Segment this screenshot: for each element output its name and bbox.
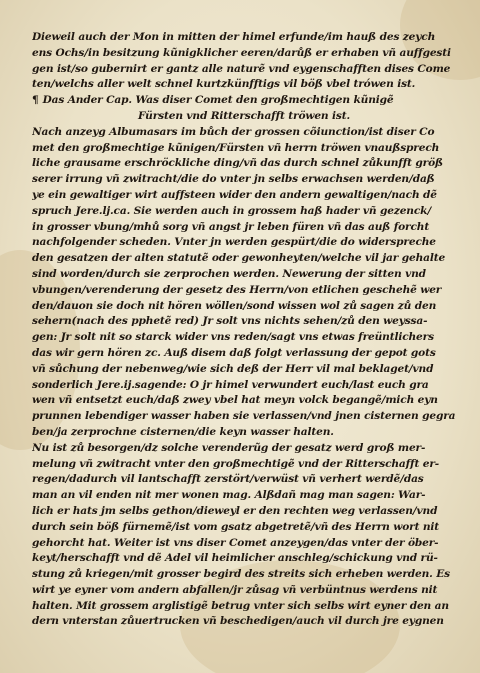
text-line: Dieweil auch der Mon in mitten der himel erfunde/im hauß des zeych xyxy=(32,31,436,43)
text-line: sonderlich Jere.ij.sagende: O jr himel verwundert euch/last euch gra xyxy=(32,378,429,391)
text-line: ye ein gewaltiger wirt auffsteen wider den andern gewaltigen/nach dẽ xyxy=(32,188,437,201)
text-line: spruch Jere.lj.ca. Sie werden auch in grossem haß hader vñ gezenck/ xyxy=(32,204,432,217)
text-line: vñ sůchung der nebenweg/wie sich deß der Herr vil mal beklaget/vnd xyxy=(32,362,434,375)
text-line: den/dauon sie doch nit hören wöllen/sond wissen wol zů sagen zů den xyxy=(32,299,437,312)
text-line: melung vñ zwitracht vnter den großmechtigẽ vnd der Ritterschafft er- xyxy=(32,457,440,470)
text-line: ben/ja zerprochne cisternen/die keyn wasser halten. xyxy=(32,425,334,438)
text-line: ens Ochs/in besitzung kũnigklicher eeren/darůß er erhaben vñ auffgesti xyxy=(32,46,451,59)
text-line: gehorcht hat. Weiter ist vns diser Comet anzeygen/das vnter der öber- xyxy=(32,536,439,549)
text-line: den gesatzen der alten statutẽ oder gewonheyten/welche vil jar gehalte xyxy=(32,252,446,265)
text-line: liche grausame erschröckliche ding/vñ das durch schnel zůkunfft größ xyxy=(32,157,443,170)
paragraph-3 xyxy=(32,441,456,631)
text-line: gen: Jr solt nit so starck wider vns reden/sagt vns etwas freüntlichers xyxy=(32,331,434,344)
paragraph-1 xyxy=(32,30,456,93)
text-line: keyt/herschafft vnd dẽ Adel vil heimlicher anschleg/schickung vnd rü- xyxy=(32,552,438,565)
text-line: Nach anzeyg Albumasars im bůch der grossen cõiunction/ist diser Co xyxy=(32,125,435,138)
text-line: Nu ist zů besorgen/dz solche verenderũg der gesatz werd groß mer- xyxy=(32,441,426,454)
text-line: wen vñ entsetzt euch/daß zwey vbel hat meyn volck begangẽ/mich eyn xyxy=(32,394,438,407)
text-line: regen/dadurch vil lantschafft zerstört/verwüst vñ verhert werdẽ/das xyxy=(32,473,424,486)
text-line: met den großmechtige kũnigen/Fürsten vñ herrn tröwen vnaußsprech xyxy=(32,141,440,154)
pilcrow-mark: ¶ xyxy=(32,94,39,107)
text-line: das wir gern hören zc. Auß disem daß folgt verlassung der gepot gots xyxy=(32,346,436,359)
text-line: in grosser vbung/mhů sorg vñ angst jr leben füren vñ das auß forcht xyxy=(32,220,430,233)
text-line: gen ist/so gubernirt er gantz alle naturẽ vnd eygenschafften dises Come xyxy=(32,62,451,75)
chapter-heading-line-1 xyxy=(32,93,456,109)
text-line: lich er hats jm selbs gethon/dieweyl er den rechten weg verlassen/vnd xyxy=(32,504,438,517)
text-line: dern vnterstan zůuertrucken vñ beschedigen/auch vil durch jre eygnen xyxy=(32,615,444,628)
text-line: halten. Mit grossem arglistigẽ betrug vnter sich selbs wirt eyner den an xyxy=(32,599,449,612)
text-line: nachfolgender scheden. Vnter jn werden gespürt/die do widerspreche xyxy=(32,236,436,249)
text-block xyxy=(32,30,456,630)
text-line: sind worden/durch sie zerprochen werden. Newerung der sitten vnd xyxy=(32,267,426,280)
chapter-heading-text-1: Das Ander Cap. Was diser Comet den großmechtigen kũnigẽ xyxy=(42,94,394,107)
text-line: ten/welchs aller welt schnel kurtzkünfftigs vil böß vbel trówen ist. xyxy=(32,78,416,91)
text-line: sehern(nach des pphetẽ red) Jr solt vns nichts sehen/zů den weyssa- xyxy=(32,315,428,328)
text-line: vbungen/verenderung der gesetz des Herrn/von etlichen geschehẽ wer xyxy=(32,283,442,296)
text-line: wirt ye eyner vom andern abfallen/jr zůsag vñ verbüntnus werdens nit xyxy=(32,583,438,596)
chapter-heading xyxy=(32,93,456,125)
text-line: man an vil enden nit mer wonen mag. Alßdañ mag man sagen: War- xyxy=(32,489,426,502)
text-line: prunnen lebendiger wasser haben sie verlassen/vnd jnen cisternen gegra xyxy=(32,410,456,423)
paragraph-2 xyxy=(32,125,456,441)
text-line: durch sein böß fürnemẽ/ist vom gsatz abgetretẽ/vñ des Herrn wort nit xyxy=(32,520,440,533)
text-line: serer irrung vñ zwitracht/die do vnter jn selbs erwachsen werden/daß xyxy=(32,173,435,186)
text-line: stung zů kriegen/mit grosser begird des streits sich erheben werden. Es xyxy=(32,568,450,581)
chapter-heading-line-2: Fürsten vnd Ritterschafft tröwen ist. xyxy=(138,109,350,122)
